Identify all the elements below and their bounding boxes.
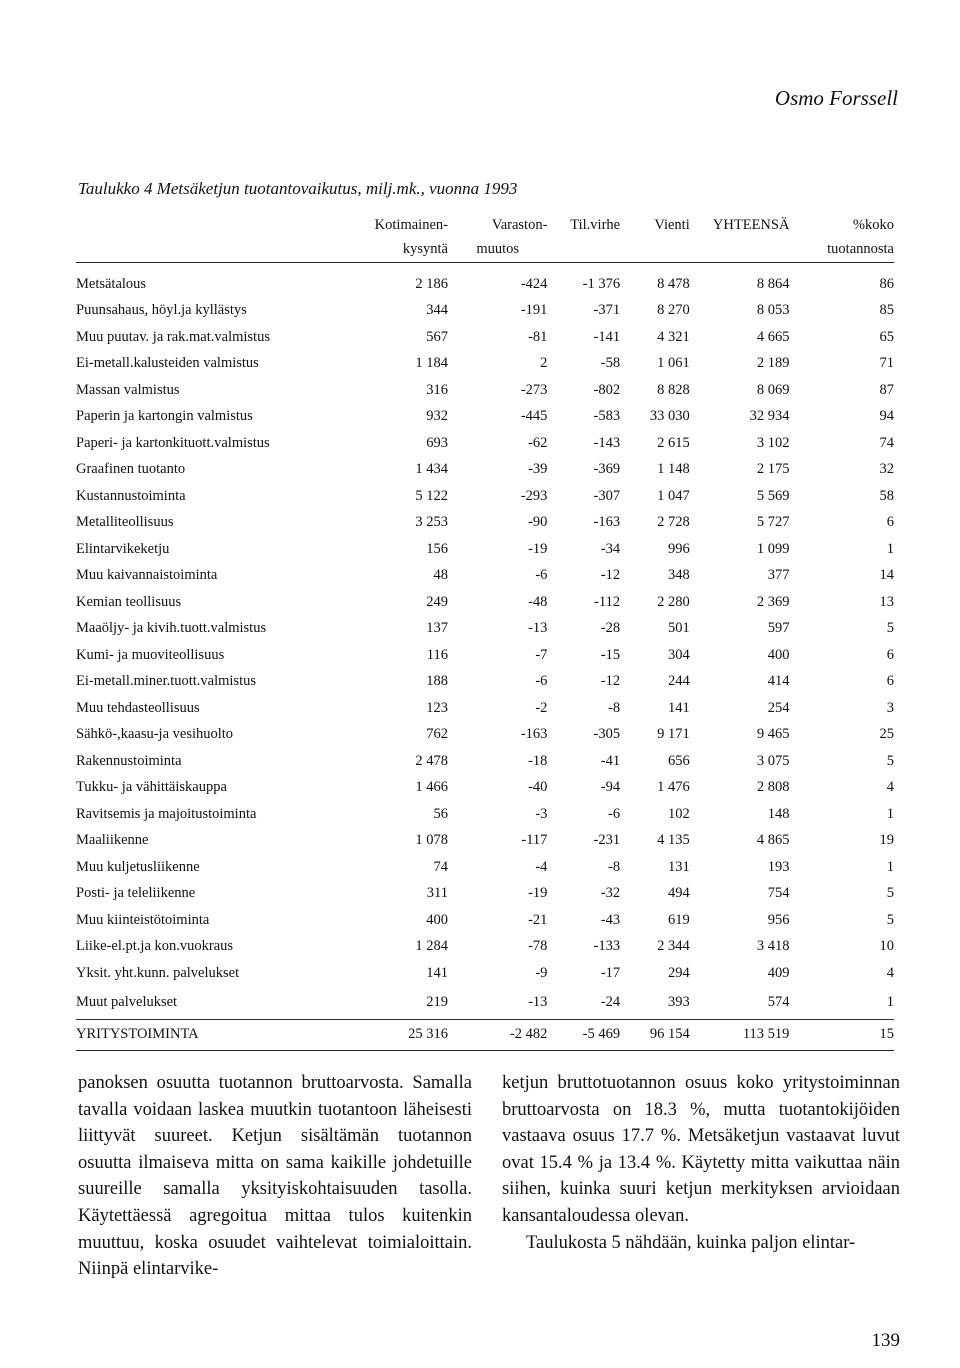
cell-tilvirhe: -143 (593, 434, 621, 451)
cell-tilvirhe: -369 (593, 461, 621, 478)
cell-varasto: -2 482 (448, 1019, 547, 1050)
cell-yhteensa: 597 (767, 620, 790, 637)
cell-vienti: 348 (667, 567, 690, 584)
cell-varasto: -2 (535, 699, 548, 716)
cell-kotimainen: 693 (426, 434, 448, 451)
table-row (76, 536, 894, 563)
cell-tilvirhe: -583 (593, 408, 621, 425)
cell-yhteensa: 3 102 (756, 434, 790, 451)
cell-vienti: 2 344 (657, 938, 690, 955)
row-label: Tukku- ja vähittäiskauppa (76, 779, 227, 796)
table-bottom-rule (76, 1050, 894, 1051)
row-label: Elintarvikeketju (76, 540, 170, 557)
cell-koko: 5 (886, 885, 894, 902)
cell-kotimainen: 932 (426, 408, 448, 425)
cell-vienti: 8 828 (657, 381, 690, 398)
cell-yhteensa: 5 727 (756, 514, 790, 531)
table-row (76, 828, 894, 855)
cell-tilvirhe: -371 (593, 302, 621, 319)
table-header-row-1 (76, 214, 894, 236)
cell-yhteensa: 113 519 (690, 1019, 790, 1050)
cell-vienti: 8 478 (657, 275, 690, 292)
row-label: Kemian teollisuus (76, 593, 182, 610)
cell-varasto: -40 (528, 779, 548, 796)
table-row (76, 510, 894, 537)
cell-yhteensa: 377 (767, 567, 790, 584)
col-header-koko-2: tuotannosta (789, 236, 894, 263)
table-row-total (76, 1019, 894, 1050)
body-text-left-column (78, 1070, 472, 1283)
cell-koko: 1 (886, 805, 894, 822)
row-label: Rakennustoiminta (76, 752, 182, 769)
cell-kotimainen: 311 (426, 885, 448, 902)
cell-yhteensa: 414 (767, 673, 790, 690)
table-row (76, 881, 894, 908)
cell-vienti: 2 728 (657, 514, 690, 531)
cell-yhteensa: 148 (767, 805, 790, 822)
row-label: Ravitsemis ja majoitustoiminta (76, 805, 257, 822)
cell-varasto: -39 (528, 461, 548, 478)
cell-varasto: -7 (535, 646, 548, 663)
cell-koko: 1 (886, 858, 894, 875)
row-label: Metsätalous (76, 275, 147, 292)
cell-varasto: -6 (535, 567, 548, 584)
cell-koko: 13 (879, 593, 894, 610)
row-label: Kumi- ja muoviteollisuus (76, 646, 225, 663)
cell-yhteensa: 754 (767, 885, 790, 902)
body-text-right-column (502, 1070, 900, 1256)
cell-kotimainen: 123 (426, 699, 448, 716)
cell-vienti: 619 (667, 911, 690, 928)
cell-varasto: -6 (535, 673, 548, 690)
cell-vienti: 2 615 (657, 434, 690, 451)
cell-koko: 1 (886, 994, 894, 1010)
cell-kotimainen: 188 (426, 673, 448, 690)
cell-tilvirhe: -24 (600, 994, 621, 1010)
cell-vienti: 4 321 (657, 328, 690, 345)
table-row (76, 695, 894, 722)
cell-tilvirhe: -112 (594, 593, 621, 610)
cell-varasto: -293 (520, 487, 548, 504)
table-row (76, 907, 894, 934)
cell-yhteensa: 8 864 (756, 275, 790, 292)
body-paragraph: ketjun bruttotuotannon osuus koko yritystoiminnan bruttoarvosta on 18.3 %, mutta tuotantokijöiden vastaava osuus 17.7 %. Metsäketjun vastaavat luvut ovat 15.4 % ja 13.4 %. Käytetty mitta vaikuttaa näin siihen, kuinka suuri ketjun merkityksen arvioidaan kansantaloudessa olevan. (502, 1073, 900, 1226)
cell-kotimainen: 1 434 (415, 461, 448, 478)
table-row (76, 483, 894, 510)
table-row (76, 589, 894, 616)
table-row (76, 563, 894, 590)
cell-kotimainen: 1 466 (415, 779, 448, 796)
cell-tilvirhe: -802 (593, 381, 621, 398)
cell-varasto: -19 (528, 885, 548, 902)
table-row-muut (76, 987, 894, 1020)
body-paragraph: panoksen osuutta tuotannon bruttoarvosta. Samalla tavalla voidaan laskea muutkin tuotantoon läheisesti liittyvät suureet. Ketjun sisältämän tuotannon osuutta ilmaiseva mitta on sama kaikille johdetuille suureille samalla yksityiskohtaisuuden tasolla. Käytettäessä agregoitua mittaa tulos kuitenkin muuttuu, koska osuudet vaihtelevat toimialoittain. Niinpä elintarvike- (78, 1073, 472, 1280)
cell-koko: 3 (886, 699, 894, 716)
col-header-varasto: Varaston- (491, 217, 548, 233)
cell-yhteensa: 2 175 (756, 461, 790, 478)
cell-yhteensa: 2 808 (756, 779, 790, 796)
row-label: Ei-metall.kalusteiden valmistus (76, 355, 259, 372)
cell-koko: 85 (879, 302, 894, 319)
cell-yhteensa: 5 569 (756, 487, 790, 504)
cell-yhteensa: 4 665 (756, 328, 790, 345)
cell-vienti: 393 (667, 994, 690, 1010)
cell-varasto: -9 (535, 964, 548, 981)
table-row (76, 669, 894, 696)
col-header-kotimainen-2: kysyntä (375, 236, 448, 263)
cell-varasto: -13 (528, 620, 548, 637)
cell-varasto: -191 (520, 302, 548, 319)
cell-tilvirhe: -1 376 (582, 275, 621, 292)
row-label: Massan valmistus (76, 381, 180, 398)
cell-tilvirhe: -163 (593, 514, 621, 531)
cell-kotimainen: 400 (426, 911, 448, 928)
cell-yhteensa: 193 (767, 858, 790, 875)
cell-vienti: 996 (667, 540, 690, 557)
cell-koko: 32 (879, 461, 894, 478)
cell-varasto: -90 (528, 514, 548, 531)
row-label: Kustannustoiminta (76, 487, 186, 504)
table-header-row-2 (76, 236, 894, 263)
cell-kotimainen: 2 478 (415, 752, 448, 769)
table-row (76, 616, 894, 643)
cell-varasto: -4 (535, 858, 548, 875)
cell-tilvirhe: -6 (608, 805, 621, 822)
table-row (76, 404, 894, 431)
cell-kotimainen: 5 122 (415, 487, 448, 504)
cell-varasto: -81 (528, 328, 548, 345)
table-row (76, 351, 894, 378)
cell-yhteensa: 574 (767, 994, 790, 1010)
cell-tilvirhe: -41 (600, 752, 621, 769)
cell-tilvirhe: -15 (600, 646, 621, 663)
cell-varasto: -18 (528, 752, 548, 769)
table-row (76, 748, 894, 775)
cell-vienti: 1 061 (657, 355, 690, 372)
cell-koko: 4 (886, 779, 894, 796)
cell-varasto: -424 (520, 275, 548, 292)
cell-kotimainen: 316 (426, 381, 448, 398)
col-header-koko: %koko (852, 217, 894, 233)
row-label: Maaliikenne (76, 832, 149, 849)
cell-koko: 10 (879, 938, 894, 955)
col-header-yhteensa: YHTEENSÄ (712, 217, 790, 233)
cell-vienti: 102 (667, 805, 690, 822)
cell-varasto: 2 (540, 355, 548, 372)
cell-varasto: -273 (520, 381, 548, 398)
cell-vienti: 294 (667, 964, 690, 981)
cell-tilvirhe: -12 (600, 567, 621, 584)
row-label: Liike-el.pt.ja kon.vuokraus (76, 938, 234, 955)
col-header-tilvirhe: Til.virhe (570, 217, 621, 233)
cell-vienti: 131 (667, 858, 690, 875)
cell-tilvirhe: -305 (593, 726, 621, 743)
cell-koko: 6 (886, 673, 894, 690)
cell-tilvirhe: -8 (608, 858, 621, 875)
table-row (76, 457, 894, 484)
cell-koko: 6 (886, 514, 894, 531)
cell-yhteensa: 4 865 (756, 832, 790, 849)
table-footer-rows (76, 987, 894, 1051)
cell-yhteensa: 956 (767, 911, 790, 928)
cell-koko: 14 (879, 567, 894, 584)
table-caption: Taulukko 4 Metsäketjun tuotantovaikutus, milj.mk., vuonna 1993 (78, 179, 518, 198)
cell-koko: 5 (886, 620, 894, 637)
cell-kotimainen: 116 (426, 646, 448, 663)
cell-tilvirhe: -8 (608, 699, 621, 716)
row-label: Posti- ja teleliikenne (76, 885, 196, 902)
cell-vienti: 304 (667, 646, 690, 663)
cell-vienti: 2 280 (657, 593, 690, 610)
row-label: Muu kiinteistötoiminta (76, 911, 210, 928)
cell-kotimainen: 219 (426, 994, 448, 1010)
col-header-kotimainen: Kotimainen- (374, 217, 448, 233)
cell-tilvirhe: -133 (593, 938, 621, 955)
table-row (76, 642, 894, 669)
table-row (76, 960, 894, 987)
cell-tilvirhe: -307 (593, 487, 621, 504)
cell-tilvirhe: -5 469 (547, 1019, 620, 1050)
cell-varasto: -48 (528, 593, 548, 610)
cell-koko: 5 (886, 911, 894, 928)
cell-varasto: -117 (521, 832, 548, 849)
cell-vienti: 141 (667, 699, 690, 716)
cell-vienti: 656 (667, 752, 690, 769)
table-row (76, 430, 894, 457)
cell-yhteensa: 32 934 (749, 408, 790, 425)
cell-varasto: -78 (528, 938, 548, 955)
cell-koko: 6 (886, 646, 894, 663)
cell-kotimainen: 74 (433, 858, 448, 875)
table-row (76, 298, 894, 325)
cell-koko: 19 (879, 832, 894, 849)
cell-yhteensa: 3 418 (756, 938, 790, 955)
cell-yhteensa: 409 (767, 964, 790, 981)
cell-yhteensa: 8 053 (756, 302, 790, 319)
page-number: 139 (871, 1330, 900, 1351)
row-label: Maaöljy- ja kivih.tuott.valmistus (76, 620, 267, 637)
cell-kotimainen: 2 186 (415, 275, 448, 292)
row-label: Muu puutav. ja rak.mat.valmistus (76, 328, 270, 345)
cell-koko: 65 (879, 328, 894, 345)
cell-koko: 4 (886, 964, 894, 981)
cell-koko: 86 (879, 275, 894, 292)
row-label: Muut palvelukset (76, 994, 178, 1010)
cell-kotimainen: 48 (433, 567, 448, 584)
cell-vienti: 1 476 (657, 779, 690, 796)
row-label: Sähkö-,kaasu-ja vesihuolto (76, 726, 234, 743)
row-label: Muu tehdasteollisuus (76, 699, 200, 716)
cell-tilvirhe: -17 (600, 964, 621, 981)
cell-yhteensa: 400 (767, 646, 790, 663)
body-paragraph: Taulukosta 5 nähdään, kuinka paljon elintar- (526, 1232, 856, 1253)
table-row (76, 801, 894, 828)
cell-vienti: 8 270 (657, 302, 690, 319)
col-header-vienti: Vienti (654, 217, 690, 233)
row-label: Ei-metall.miner.tuott.valmistus (76, 673, 257, 690)
cell-vienti: 1 047 (657, 487, 690, 504)
cell-vienti: 494 (667, 885, 690, 902)
cell-kotimainen: 56 (433, 805, 448, 822)
cell-yhteensa: 9 465 (756, 726, 790, 743)
cell-tilvirhe: -28 (600, 620, 621, 637)
cell-koko: 1 (886, 540, 894, 557)
cell-yhteensa: 3 075 (756, 752, 790, 769)
cell-varasto: -62 (528, 434, 548, 451)
row-label: Paperin ja kartongin valmistus (76, 408, 253, 425)
row-label: Muu kaivannaistoiminta (76, 567, 218, 584)
cell-kotimainen: 249 (426, 593, 448, 610)
cell-kotimainen: 1 284 (415, 938, 448, 955)
cell-tilvirhe: -12 (600, 673, 621, 690)
cell-tilvirhe: -94 (600, 779, 621, 796)
cell-tilvirhe: -231 (593, 832, 621, 849)
cell-vienti: 9 171 (657, 726, 690, 743)
cell-varasto: -19 (528, 540, 548, 557)
row-label: Muu kuljetusliikenne (76, 858, 200, 875)
cell-vienti: 33 030 (649, 408, 690, 425)
table-body (76, 263, 894, 987)
row-label: Puunsahaus, höyl.ja kyllästys (76, 302, 247, 319)
cell-yhteensa: 2 189 (756, 355, 790, 372)
cell-varasto: -445 (520, 408, 548, 425)
cell-varasto: -21 (528, 911, 548, 928)
table-row (76, 775, 894, 802)
row-label: Yksit. yht.kunn. palvelukset (76, 964, 240, 981)
cell-kotimainen: 1 184 (415, 355, 448, 372)
table-row (76, 324, 894, 351)
cell-koko: 71 (879, 355, 894, 372)
cell-tilvirhe: -32 (600, 885, 621, 902)
cell-koko: 74 (879, 434, 894, 451)
cell-kotimainen: 25 316 (375, 1019, 448, 1050)
row-label: Metalliteollisuus (76, 514, 174, 531)
col-header-varasto-2: muutos (448, 236, 547, 263)
cell-vienti: 1 148 (657, 461, 690, 478)
cell-vienti: 501 (667, 620, 690, 637)
cell-koko: 5 (886, 752, 894, 769)
cell-kotimainen: 567 (426, 328, 448, 345)
table-row (76, 377, 894, 404)
cell-tilvirhe: -34 (600, 540, 621, 557)
row-label: Paperi- ja kartonkituott.valmistus (76, 434, 270, 451)
cell-kotimainen: 141 (426, 964, 448, 981)
row-label: YRITYSTOIMINTA (76, 1019, 375, 1050)
cell-vienti: 4 135 (657, 832, 690, 849)
cell-koko: 94 (879, 408, 894, 425)
cell-varasto: -13 (528, 994, 548, 1010)
cell-kotimainen: 762 (426, 726, 448, 743)
production-effect-table (76, 214, 894, 1051)
cell-yhteensa: 8 069 (756, 381, 790, 398)
row-label: Graafinen tuotanto (76, 461, 186, 478)
cell-vienti: 96 154 (620, 1019, 690, 1050)
cell-vienti: 244 (667, 673, 690, 690)
cell-yhteensa: 1 099 (756, 540, 790, 557)
cell-yhteensa: 254 (767, 699, 790, 716)
cell-kotimainen: 1 078 (415, 832, 448, 849)
cell-koko: 15 (789, 1019, 894, 1050)
table-row (76, 934, 894, 961)
cell-kotimainen: 156 (426, 540, 448, 557)
cell-koko: 87 (879, 381, 894, 398)
cell-kotimainen: 137 (426, 620, 448, 637)
cell-kotimainen: 344 (426, 302, 448, 319)
table-row (76, 722, 894, 749)
cell-tilvirhe: -141 (593, 328, 621, 345)
cell-varasto: -3 (535, 805, 548, 822)
cell-tilvirhe: -58 (600, 355, 621, 372)
cell-yhteensa: 2 369 (756, 593, 790, 610)
running-header-author: Osmo Forssell (774, 86, 898, 110)
cell-tilvirhe: -43 (600, 911, 621, 928)
cell-koko: 25 (879, 726, 894, 743)
cell-kotimainen: 3 253 (415, 514, 448, 531)
table-row (76, 854, 894, 881)
cell-varasto: -163 (520, 726, 548, 743)
cell-koko: 58 (879, 487, 894, 504)
table-row (76, 271, 894, 298)
